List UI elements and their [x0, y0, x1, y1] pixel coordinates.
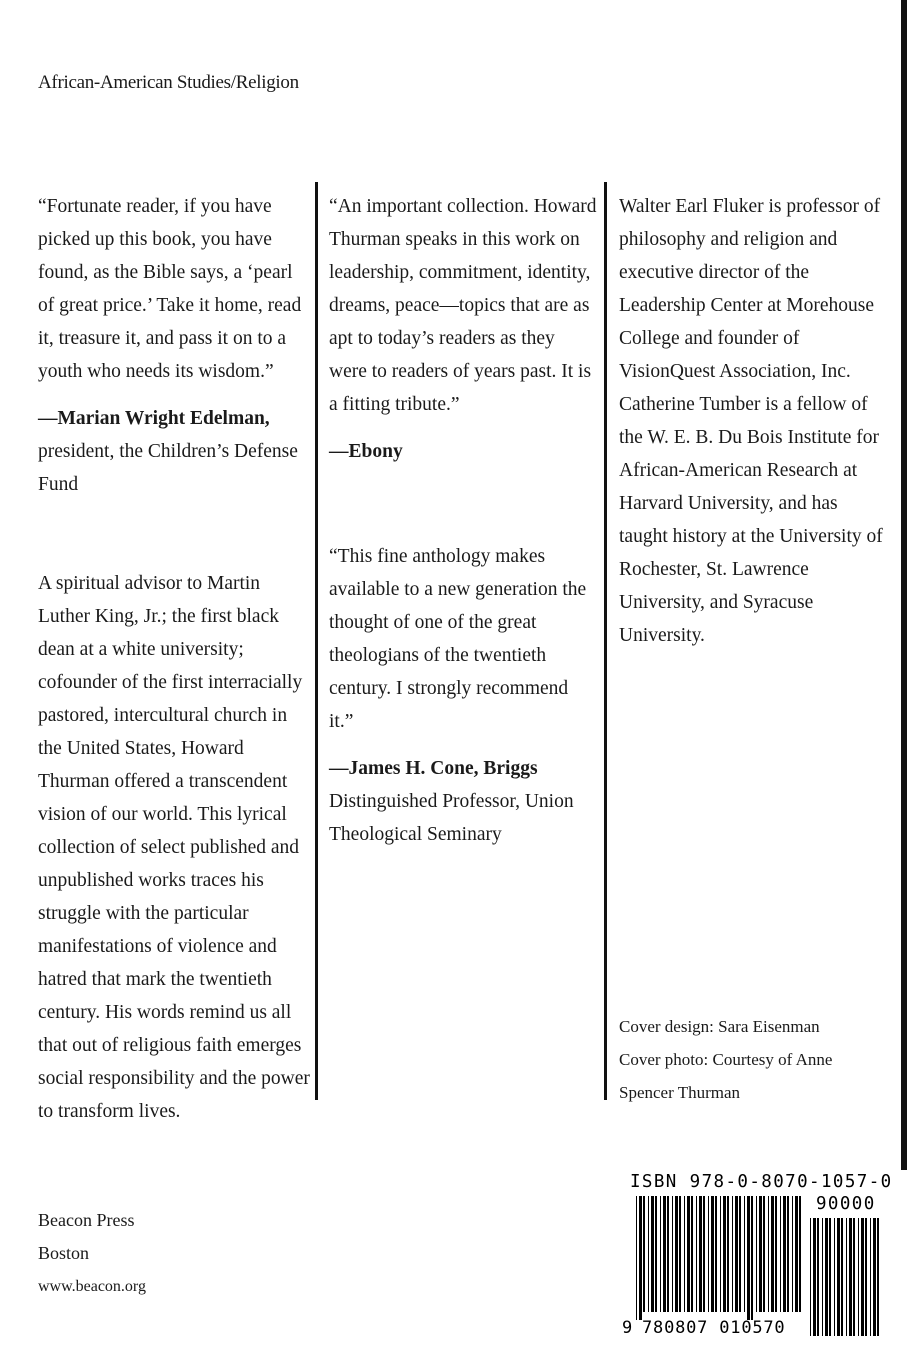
- author-bio: Walter Earl Fluker is professor of philosophy and religion and executive director of the Leadership Center at Morehouse College and founder of VisionQuest Association, Inc. Catherine Tumber is a fellow of the W. E. B. Du Bois Institute for African-American Research at Harvard University, and has taught history at the University of Rochester, St. Lawrence University, and Syracuse University.: [619, 196, 883, 646]
- edelman-quote: “Fortunate reader, if you have picked up this book, you have found, as the Bible says, a ‘pearl of great price.’ Take it home, read it, treasure it, and pass it on to a youth who needs its wisdom.”: [38, 196, 302, 382]
- isbn-number: ISBN 978-0-8070-1057-0: [630, 1172, 893, 1192]
- isbn-barcode: [618, 1170, 893, 1340]
- publisher-url: www.beacon.org: [38, 1278, 146, 1295]
- barcode-first-digit: 9: [622, 1318, 633, 1338]
- barcode-digits: 780807 010570: [642, 1318, 786, 1338]
- cover-credits: [619, 1010, 879, 1109]
- column-left: [38, 190, 310, 1128]
- cover-photo-credit: Cover photo: Courtesy of Anne Spencer Thurman: [619, 1050, 833, 1102]
- column-divider-left: [315, 182, 318, 1100]
- cone-quote: “This fine anthology makes available to a new generation the thought of one of the great theologians of the twentieth century. I strongly recommend it.”: [329, 546, 587, 732]
- cone-attribution-name: —James H. Cone, Briggs: [329, 758, 538, 779]
- edelman-attribution-name: —Marian Wright Edelman,: [38, 408, 270, 429]
- book-description: A spiritual advisor to Martin Luther King, Jr.; the first black dean at a white university; cofounder of the first interracially pastored, intercultural church in the United States, Howard Thurman offered a transcendent vision of our world. This lyrical collection of select published and unpublished works traces his struggle with the particular manifestations of violence and hatred that mark the twentieth century. His words remind us all that out of religious faith emerges social responsibility and the power to transform lives.: [38, 573, 310, 1122]
- ebony-attribution: —Ebony: [329, 441, 403, 462]
- column-right: [619, 190, 889, 652]
- barcode-icon: [618, 1170, 888, 1340]
- price-addon-code: 90000: [816, 1194, 876, 1214]
- column-middle: [329, 190, 597, 851]
- publisher-name: Beacon Press: [38, 1210, 135, 1230]
- edelman-attribution-title: president, the Children’s Defense Fund: [38, 441, 298, 495]
- publisher-city: Boston: [38, 1243, 90, 1263]
- cover-design-credit: Cover design: Sara Eisenman: [619, 1017, 820, 1036]
- category-label: African-American Studies/Religion: [38, 72, 299, 93]
- cone-attribution-title: Distinguished Professor, Union Theological Seminary: [329, 791, 574, 845]
- publisher-block: [38, 1204, 146, 1303]
- ebony-quote: “An important collection. Howard Thurman speaks in this work on leadership, commitment, identity, dreams, peace—topics that are as apt to today’s readers as they were to readers of years past. It is a fitting tribute.”: [329, 196, 597, 415]
- column-divider-right: [604, 182, 607, 1100]
- right-edge-bar: [901, 0, 907, 1170]
